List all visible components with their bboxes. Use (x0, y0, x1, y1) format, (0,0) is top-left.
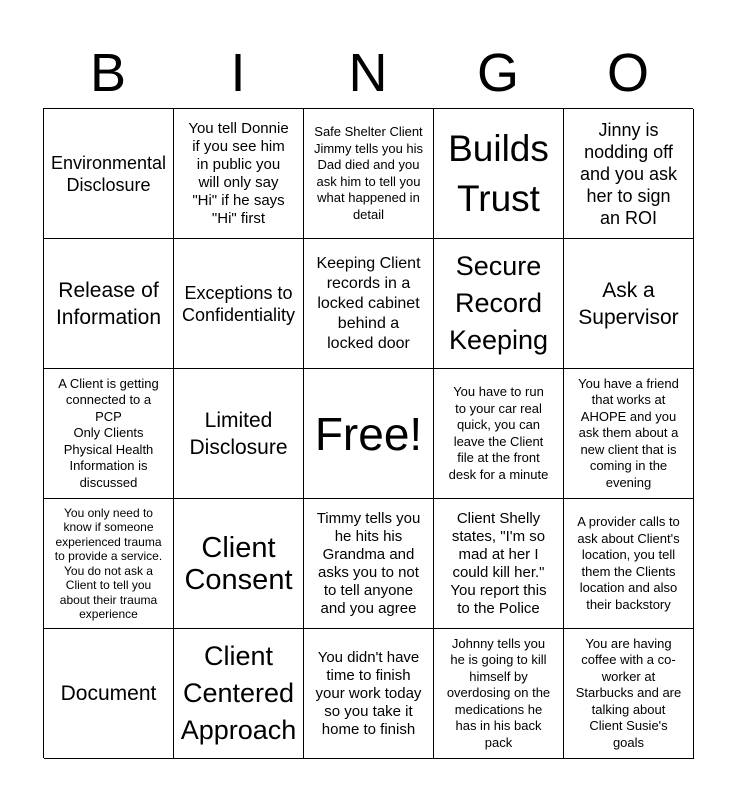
bingo-cell[interactable] (304, 629, 434, 759)
cell-text: Client Shelly states, "I'm so mad at her I could kill her." You report this to the Police (450, 509, 547, 617)
bingo-cell[interactable] (44, 109, 174, 239)
free-space-label: Free! (314, 407, 423, 460)
header-letter-b: B (89, 43, 127, 103)
cell-text: A Client is getting connected to a PCP Only Clients Physical Health Information is discussed (58, 375, 159, 490)
bingo-cell[interactable] (434, 369, 564, 499)
bingo-cell[interactable] (434, 629, 564, 759)
cell-text: You tell Donnie if you see him in public you will only say "Hi" if he says "Hi" first (188, 119, 289, 227)
cell-text: Ask a Supervisor (578, 278, 679, 329)
bingo-cell[interactable] (174, 369, 304, 499)
cell-text: Secure Record Keeping (448, 251, 549, 355)
cell-text: You have a friend that works at AHOPE and you ask them about a new client that is coming in the evening (578, 375, 679, 490)
header-letter-n: N (348, 43, 388, 103)
cell-text: Document (60, 682, 157, 705)
cell-text: Timmy tells you he hits his Grandma and asks you to not to tell anyone and you agree (316, 509, 421, 617)
cell-text: Johnny tells you he is going to kill himself by overdosing on the medications he has in his back pack (446, 635, 551, 750)
bingo-cell[interactable] (44, 629, 174, 759)
cell-text: A provider calls to ask about Client's location, you tell them the Clients location and also their backstory (577, 514, 680, 612)
cell-text: Client Consent (184, 531, 293, 596)
bingo-cell free-space[interactable] (304, 369, 434, 499)
bingo-cell[interactable] (44, 369, 174, 499)
cell-text: Keeping Client records in a locked cabinet behind a locked door (316, 254, 421, 352)
bingo-cell[interactable] (434, 239, 564, 369)
bingo-cell[interactable] (564, 499, 694, 629)
cell-text: You didn't have time to finish your work today so you take it home to finish (315, 648, 422, 738)
cell-text: Environmental Disclosure (50, 152, 167, 195)
bingo-cell[interactable] (564, 239, 694, 369)
bingo-cell[interactable] (174, 629, 304, 759)
bingo-cell[interactable] (434, 109, 564, 239)
cell-text: You only need to know if someone experienced trauma to provide a service. You do not ask a Client to tell you about their trauma experience (54, 505, 163, 621)
cell-text: Exceptions to Confidentiality (181, 282, 296, 325)
cell-text: Builds Trust (448, 127, 549, 219)
bingo-cell[interactable] (174, 239, 304, 369)
header-letter-g: G (476, 43, 519, 103)
header-letter-i: I (230, 43, 246, 103)
cell-text: You are having coffee with a co- worker at Starbucks and are talking about Client Susie's goals (575, 635, 682, 750)
bingo-cell[interactable] (304, 499, 434, 629)
bingo-card-grid (43, 108, 693, 758)
bingo-cell[interactable] (304, 239, 434, 369)
cell-text: Safe Shelter Client Jimmy tells you his Dad died and you ask him to tell you what happened in detail (313, 124, 424, 222)
bingo-header (43, 40, 693, 106)
cell-text: Limited Disclosure (189, 408, 288, 459)
bingo-cell[interactable] (564, 369, 694, 499)
bingo-cell[interactable] (44, 499, 174, 629)
bingo-cell[interactable] (174, 109, 304, 239)
cell-text: Jinny is nodding off and you ask her to sign an ROI (579, 119, 678, 228)
bingo-cell[interactable] (304, 109, 434, 239)
cell-text: You have to run to your car real quick, you can leave the Client file at the front desk for a minute (448, 384, 549, 482)
header-letter-o: O (606, 43, 649, 103)
bingo-cell[interactable] (44, 239, 174, 369)
cell-text: Client Centered Approach (180, 641, 297, 745)
bingo-cell[interactable] (564, 109, 694, 239)
bingo-cell[interactable] (174, 499, 304, 629)
bingo-cell[interactable] (434, 499, 564, 629)
bingo-cell[interactable] (564, 629, 694, 759)
cell-text: Release of Information (55, 278, 162, 329)
